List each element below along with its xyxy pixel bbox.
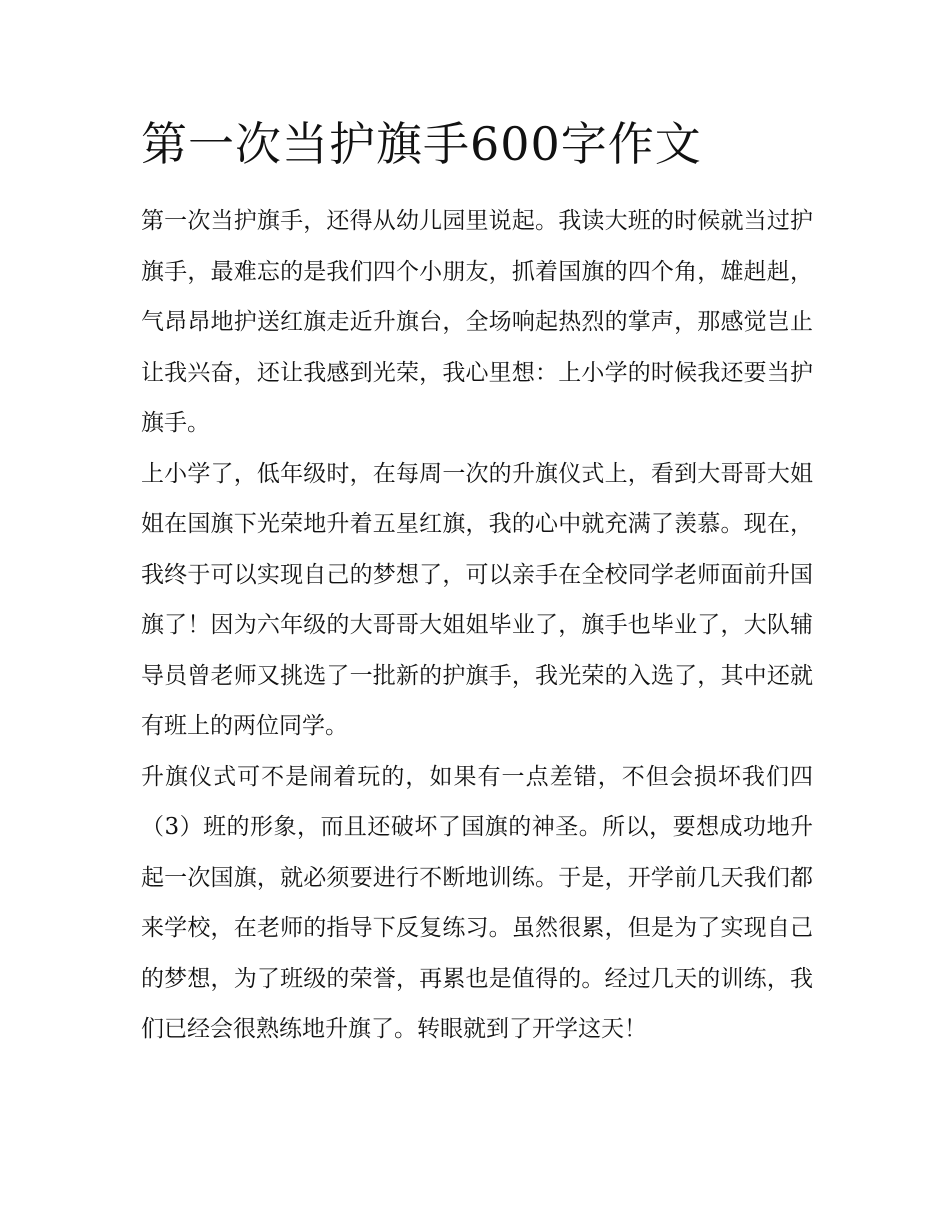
document-content [141, 112, 813, 1055]
paragraph-1: 第一次当护旗手，还得从幼儿园里说起。我读大班的时候就当过护旗手，最难忘的是我们四个小朋友，抓着国旗的四个角，雄赳赳，气昂昂地护送红旗走近升旗台，全场响起热烈的掌声，那感觉岂止让我兴奋，还让我感到光荣，我心里想：上小学的时候我还要当护旗手。 [141, 208, 813, 436]
paragraph-3: 升旗仪式可不是闹着玩的，如果有一点差错，不但会损坏我们四（3）班的形象，而且还破坏了国旗的神圣。所以，要想成功地升起一次国旗，就必须要进行不断地训练。于是，开学前几天我们都来学校，在老师的指导下反复练习。虽然很累，但是为了实现自己的梦想，为了班级的荣誉，再累也是值得的。经过几天的训练，我们已经会很熟练地升旗了。转眼就到了开学这天！ [141, 763, 813, 1042]
document-body [141, 196, 813, 1055]
paragraph-2: 上小学了，低年级时，在每周一次的升旗仪式上，看到大哥哥大姐姐在国旗下光荣地升着五星红旗，我的心中就充满了羡慕。现在，我终于可以实现自己的梦想了，可以亲手在全校同学老师面前升国旗了！因为六年级的大哥哥大姐姐毕业了，旗手也毕业了，大队辅导员曾老师又挑选了一批新的护旗手，我光荣的入选了，其中还就有班上的两位同学。 [141, 460, 813, 739]
document-title: 第一次当护旗手600字作文 [141, 117, 702, 171]
